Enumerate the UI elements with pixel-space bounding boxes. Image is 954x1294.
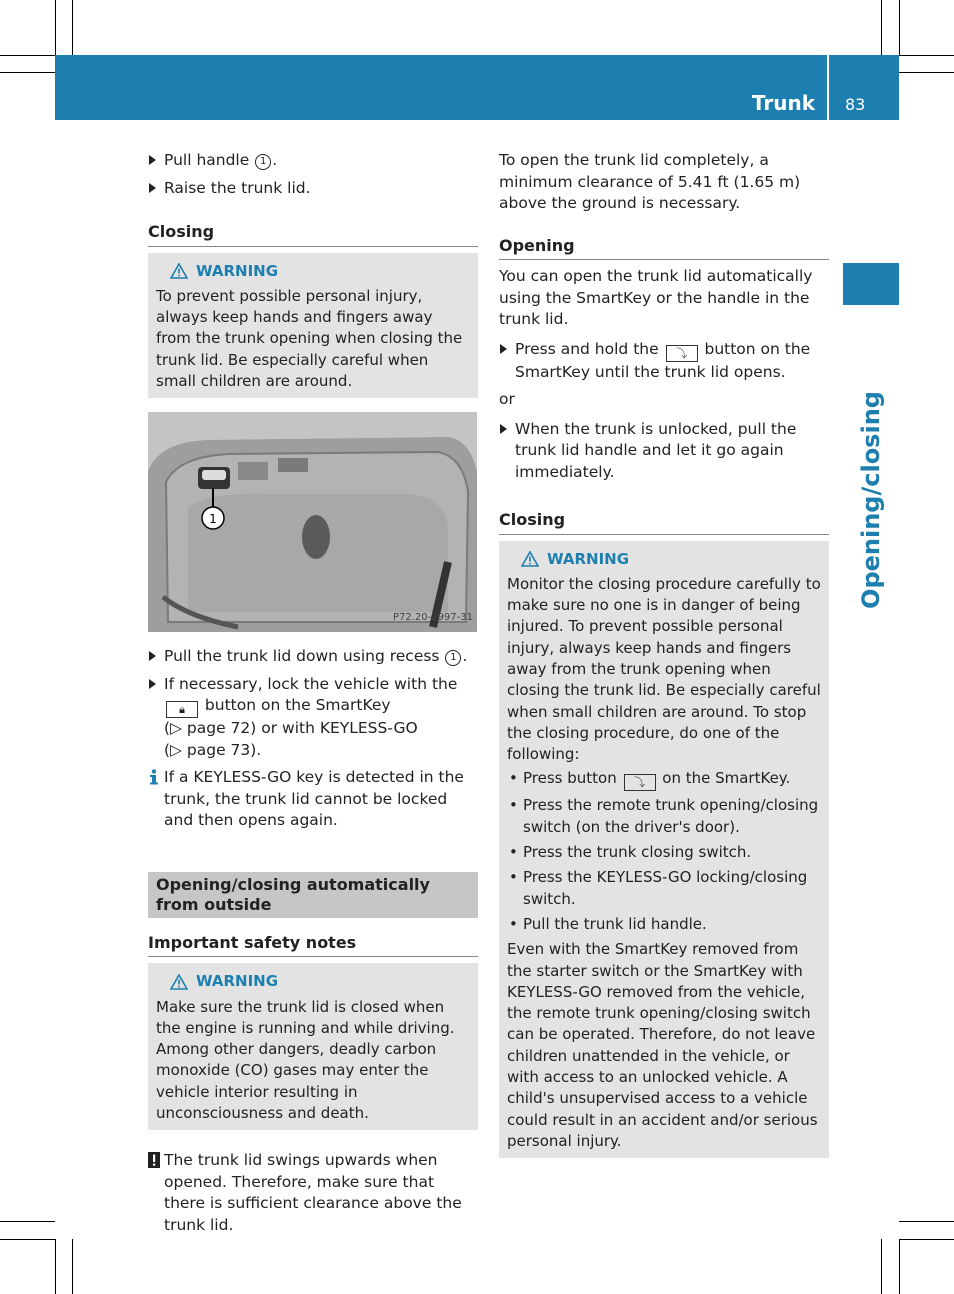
list-item: • Press the trunk closing switch. [507,842,821,863]
crop-mark [881,1239,882,1294]
step-raise-lid: Raise the trunk lid. [148,178,478,200]
list-item: • Press the KEYLESS-GO locking/closing switch. [507,867,821,910]
crop-mark [0,55,55,56]
trunk-button-icon: ⤵︎ [666,345,698,362]
warning-label: WARNING [196,261,279,280]
warning-text: To prevent possible personal injury, always keep hands and fingers away from the trunk opening when closing the trunk lid. Be especially careful when small children are around. [156,286,463,390]
trunk-button-icon: ⤵︎ [624,774,656,791]
step-unlocked-pull: When the trunk is unlocked, pull the trunk lid handle and let it go again immediately. [499,419,829,484]
crop-mark [899,55,954,56]
crop-mark [0,72,55,73]
crop-mark [899,72,954,73]
trunk-lid-illustration [148,412,477,632]
step-pull-down: Pull the trunk lid down using recess 1 . [148,646,478,668]
page-header [55,55,899,120]
opening-text: You can open the trunk lid automatically using the SmartKey or the handle in the trunk lid. [499,267,813,328]
callout-1-icon: 1 [445,650,461,666]
crop-mark [899,1239,954,1240]
crop-mark [72,0,73,55]
warning-box-safety [148,963,478,1130]
crop-mark [55,0,56,55]
crop-mark [899,1239,900,1294]
lock-button-icon: 🔒︎ [166,701,198,718]
callout-1-icon: 1 [255,154,271,170]
warning-label: WARNING [196,972,279,991]
or-text: or [499,390,515,408]
crop-mark [899,1221,954,1222]
warning-text: Monitor the closing procedure carefully to make sure no one is in danger of being injured. To prevent possible personal injury, always keep hands and fingers away from the trunk opening when closing the trunk lid. Be especially careful when small children are around. To stop the closing procedure, do one of the following: [507,574,821,764]
callout-1-label: 1 [209,512,217,527]
crop-mark [0,1221,55,1222]
left-column [148,150,478,1236]
trunk-lid-photo [148,412,477,632]
info-note: If a KEYLESS-GO key is detected in the trunk, the trunk lid cannot be locked and then opens again. [148,767,478,832]
list-item: • Press the remote trunk opening/closing switch (on the driver's door). [507,795,821,838]
warning-triangle-icon [170,974,188,990]
clearance-intro: To open the trunk lid completely, a minimum clearance of 5.41 ft (1.65 m) above the ground is necessary. [499,151,801,212]
image-code: P72.20-2997-31 [392,611,473,623]
caution-icon [148,1152,160,1168]
list-item: • Pull the trunk lid handle. [507,914,821,935]
caution-note: The trunk lid swings upwards when opened. Therefore, make sure that there is sufficient clearance above the trunk lid. [148,1150,478,1236]
safety-notes-heading: Important safety notes [148,932,478,958]
warning-box-closing-right [499,541,829,1159]
warning-box-closing [148,253,478,399]
step-press-hold: Press and hold the ⤵︎ button on the SmartKey until the trunk lid opens. [499,339,829,384]
chapter-tab [843,263,899,305]
info-icon [148,769,160,785]
warning-tail-text: Even with the SmartKey removed from the starter switch or the SmartKey with KEYLESS-GO removed from the vehicle, the remote trunk opening/closing switch can be operated. Therefore, do not leave children unattended in the vehicle, or with access to an unlocked vehicle. A child's unsupervised access to a vehicle could result in an accident and/or serious personal injury. [507,940,818,1150]
warning-triangle-icon [170,263,188,279]
header-divider [827,55,829,120]
crop-mark [881,0,882,55]
section-title: Trunk [751,91,815,115]
step-lock-vehicle: If necessary, lock the vehicle with the 🔒︎ button on the SmartKey (▷ page 72) or with KEYLESS-GO (▷ page 73). [148,674,478,762]
crop-mark [72,1239,73,1294]
section-band-heading: Opening/closing automatically from outside [148,872,478,918]
closing-heading: Closing [148,221,478,247]
crop-mark [55,1239,56,1294]
crop-mark [899,0,900,55]
closing-heading-right: Closing [499,509,829,535]
right-column [499,150,829,1172]
chapter-label: Opening/closing [857,391,885,609]
opening-heading: Opening [499,235,829,261]
warning-text: Make sure the trunk lid is closed when the engine is running and while driving. Among other dangers, deadly carbon monoxide (CO) gases may enter the vehicle interior resulting in unconsciousness and death. [156,997,455,1123]
warning-triangle-icon [521,551,539,567]
crop-mark [0,1239,55,1240]
step-pull-handle: Pull handle 1 . [148,150,478,172]
warning-label: WARNING [547,549,630,568]
list-item: • Press button ⤵︎ on the SmartKey. [507,768,821,791]
page-number: 83 [845,95,866,114]
